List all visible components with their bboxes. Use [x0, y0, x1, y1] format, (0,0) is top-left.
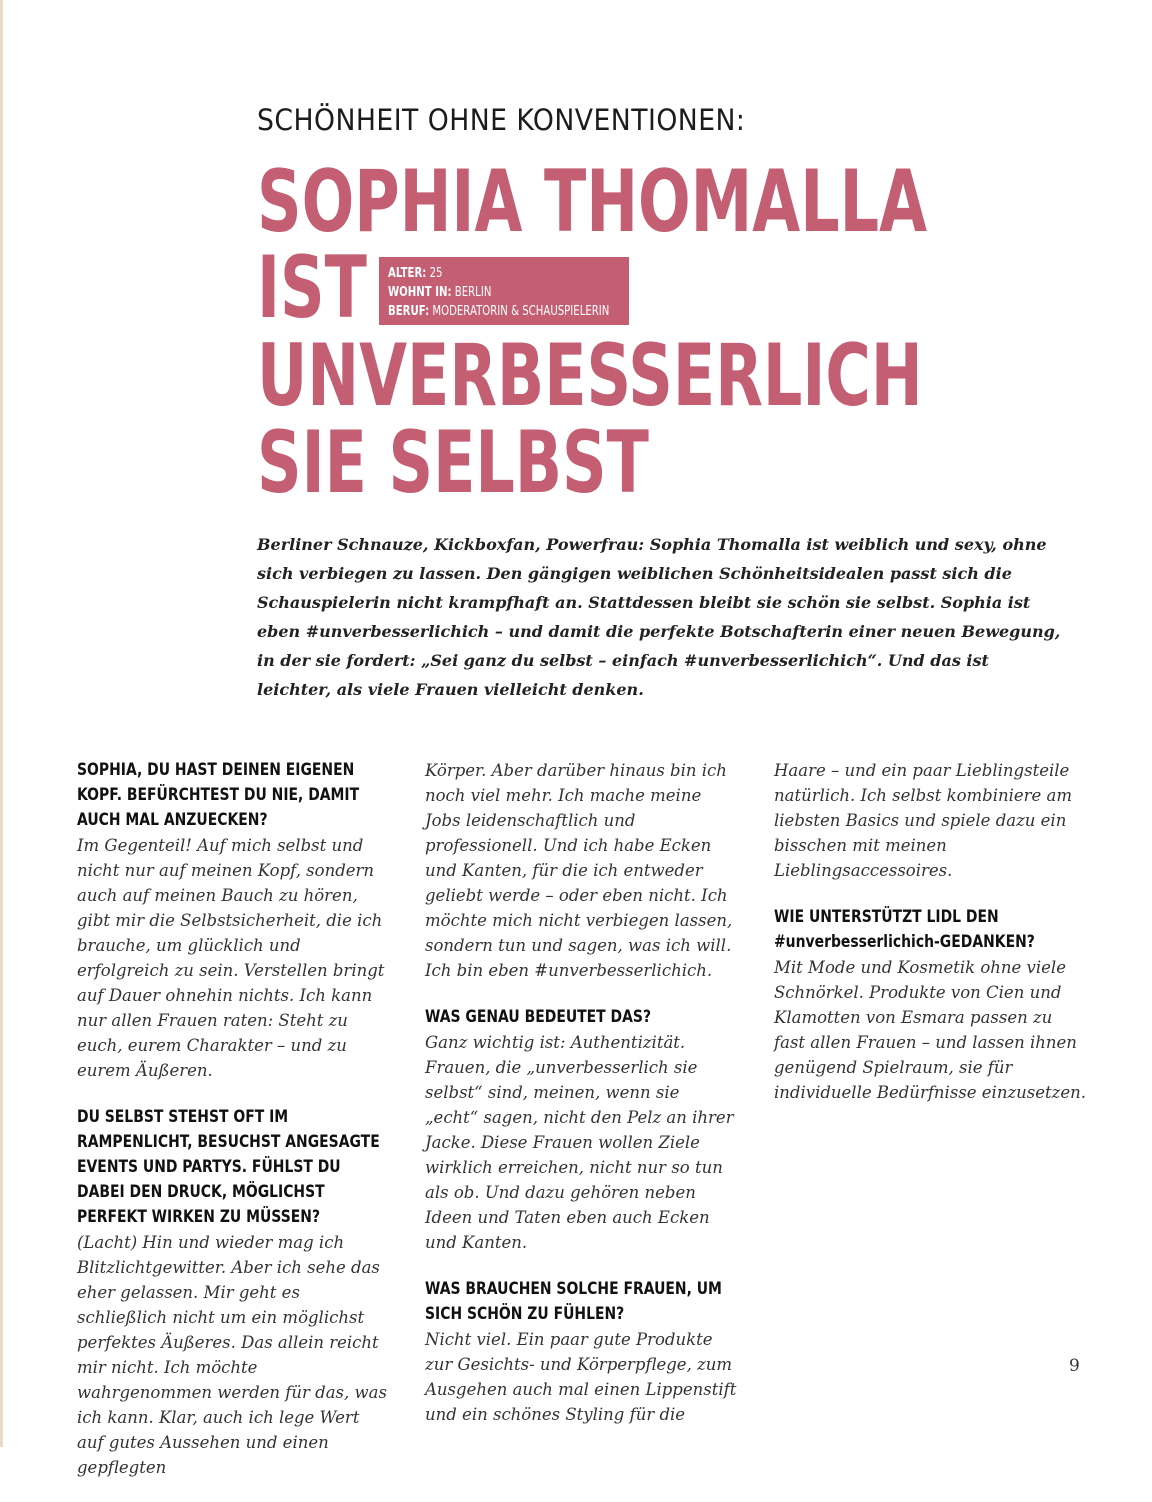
page-number: 9 [1069, 1356, 1080, 1376]
intro-paragraph: Berliner Schnauze, Kickboxfan, Powerfrau: Sophia Thomalla ist weiblich und sexy, ohne sich verbiegen zu lassen. Den gängigen weiblichen Schönheitsidealen passt sich die Schauspielerin nicht krampfhaft an. Stattdessen bleibt sie schön sie selbst. Sophia ist eben #unverbesserlichich – und damit die perfekte Botschafterin einer neuen Bewegung, in der sie fordert: „Sei ganz du selbst – einfach #unverbesserlichich“. Und das ist leichter, als viele Frauen vielleicht denken. [257, 535, 1061, 699]
kicker: SCHÖNHEIT OHNE KONVENTIONEN: [257, 103, 746, 137]
question-1: SOPHIA, DU HAST DEINEN EIGENEN KOPF. BEFÜRCHTEST DU NIE, DAMIT AUCH MAL ANZUECKEN? [77, 760, 360, 830]
answer-3: Ganz wichtig ist: Authentizität. Frauen, die „unverbesserlich sie selbst“ sind, meinen, wenn sie „echt“ sagen, nicht den Pelz an ihrer Jacke. Diese Frauen wollen Ziele wirklich erreichen, nicht nur so tun als ob. Und dazu gehören neben Ideen und Taten eben auch Ecken und Kanten. [425, 1033, 734, 1252]
answer-2: (Lacht) Hin und wieder mag ich Blitzlichtgewitter. Aber ich sehe das eher gelassen. Mir geht es schließlich nicht um ein möglichst perfektes Äußeres. Das allein reicht mir nicht. Ich möchte wahrgenommen werden für das, was ich kann. Klar, auch ich lege Wert auf gutes Aussehen und einen gepflegten [77, 1233, 387, 1477]
answer-4: Nicht viel. Ein paar gute Produkte zur Gesichts- und Körperpflege, zum Ausgehen auch mal einen Lippenstift und ein schönes Styling für die [425, 1330, 737, 1424]
column-2 [425, 758, 737, 1449]
home-value: BERLIN [454, 285, 492, 300]
page-edge-line [0, 0, 3, 1447]
home-label: WOHNT IN: [388, 285, 452, 300]
age-label: ALTER: [388, 266, 427, 281]
headline-line-4: SIE SELBST [257, 413, 649, 513]
answer-2-continued: Körper. Aber darüber hinaus bin ich noch viel mehr. Ich mache meine Jobs leidenschaftlich und professionell. Und ich habe Ecken und Kanten, für die ich entweder geliebt werde – oder eben nicht. Ich möchte mich nicht verbiegen lassen, sondern tun und sagen, was ich will. Ich bin eben #unverbesserlichich. [425, 761, 733, 980]
answer-5: Mit Mode und Kosmetik ohne viele Schnörkel. Produkte von Cien und Klamotten von Esmara passen zu fast allen Frauen – und lassen ihnen genügend Spielraum, sie für individuelle Bedürfnisse einzusetzen. [774, 958, 1086, 1102]
job-label: BERUF: [388, 304, 430, 319]
profile-home [388, 283, 576, 302]
headline-line-2: IST [257, 238, 367, 338]
column-3 [774, 758, 1086, 1127]
question-4: WAS BRAUCHEN SOLCHE FRAUEN, UM SICH SCHÖN ZU FÜHLEN? [425, 1279, 722, 1324]
job-value: MODERATORIN & SCHAUSPIELERIN [432, 304, 610, 319]
profile-age [388, 264, 576, 283]
question-2: DU SELBST STEHST OFT IM RAMPENLICHT, BESUCHST ANGESAGTE EVENTS UND PARTYS. FÜHLST DU DABEI DEN DRUCK, MÖGLICHST PERFEKT WIRKEN ZU MÜSSEN? [77, 1107, 380, 1227]
answer-1: Im Gegenteil! Auf mich selbst und nicht nur auf meinen Kopf, sondern auch auf meinen Bauch zu hören, gibt mir die Selbstsicherheit, die ich brauche, um glücklich und erfolgreich zu sein. Verstellen bringt auf Dauer ohnehin nichts. Ich kann nur allen Frauen raten: Steht zu euch, eurem Charakter – und zu eurem Äußeren. [77, 836, 385, 1080]
headline-line-3: UNVERBESSERLICH [257, 326, 923, 426]
profile-box [379, 257, 629, 325]
headline-line-1: SOPHIA THOMALLA [257, 152, 928, 252]
question-3: WAS GENAU BEDEUTET DAS? [425, 1007, 652, 1027]
question-5: WIE UNTERSTÜTZT LIDL DEN #unverbesserlichich-GEDANKEN? [774, 907, 1035, 952]
answer-4-continued: Haare – und ein paar Lieblingsteile natürlich. Ich selbst kombiniere am liebsten Basics und spiele dazu ein bisschen mit meinen Lieblingsaccessoires. [774, 761, 1073, 880]
column-1 [77, 758, 389, 1502]
age-value: 25 [429, 266, 443, 281]
profile-job [388, 302, 610, 321]
